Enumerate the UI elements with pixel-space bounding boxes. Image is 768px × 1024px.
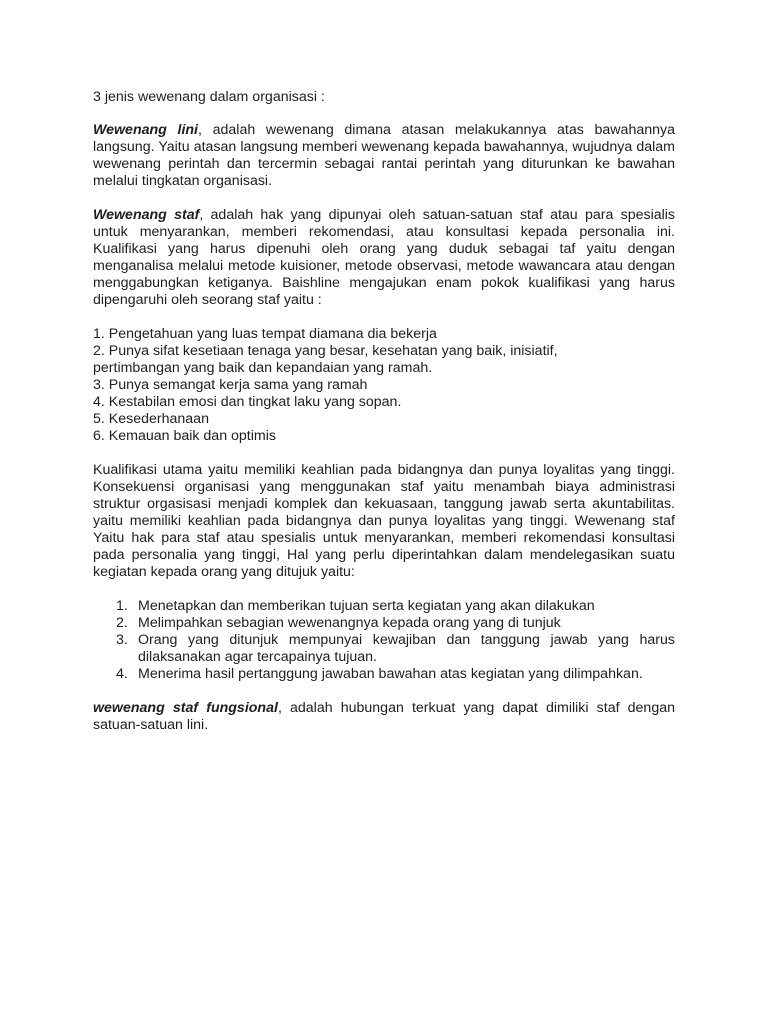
wewenang-staf-paragraph <box>93 207 675 309</box>
delegation-item-number: 2. <box>116 615 128 631</box>
delegation-item <box>93 615 675 632</box>
delegation-item-text: Melimpahkan sebagian wewenangnya kepada orang yang di tunjuk <box>138 615 561 631</box>
wewenang-staf-term: Wewenang staf <box>93 207 200 223</box>
delegation-item <box>93 598 675 615</box>
document-title: 3 jenis wewenang dalam organisasi : <box>93 89 325 105</box>
wewenang-lini-term: Wewenang lini <box>93 122 199 138</box>
delegation-item-text: Menetapkan dan memberikan tujuan serta kegiatan yang akan dilakukan <box>138 598 595 614</box>
delegation-item <box>93 632 675 666</box>
delegation-item-text: Menerima hasil pertanggung jawaban bawahan atas kegiatan yang dilimpahkan. <box>138 666 643 682</box>
qualification-item: 5. Kesederhanaan <box>93 411 209 427</box>
main-paragraph: Kualifikasi utama yaitu memiliki keahlian pada bidangnya dan punya loyalitas yang tinggi. Konsekuensi organisasi yang menggunakan staf yaitu menambah biaya administrasi struktur orgasisasi menjadi komplek dan kekuasaan, tanggung jawab serta akuntabilitas. yaitu memiliki keahlian pada bidangnya dan punya loyalitas yang tinggi. Wewenang staf Yaitu hak para staf atau spesialis untuk menyarankan, memberi rekomendasi konsultasi pada personalia yang tinggi, Hal yang perlu diperintahkan dalam mendelegasikan suatu kegiatan kepada orang yang ditujuk yaitu: <box>93 462 675 580</box>
wewenang-fungsional-text: , adalah hubungan terkuat yang dapat dimiliki staf dengan satuan-satuan lini. <box>93 700 675 733</box>
delegation-list <box>93 598 675 683</box>
delegation-item-text: Orang yang ditunjuk mempunyai kewajiban dan tanggung jawab yang harus dilaksanakan agar tercapainya tujuan. <box>138 632 675 665</box>
qualification-item: 3. Punya semangat kerja sama yang ramah <box>93 377 368 393</box>
qualification-item: 4. Kestabilan emosi dan tingkat laku yang sopan. <box>93 394 402 410</box>
qualification-item: 6. Kemauan baik dan optimis <box>93 428 276 444</box>
wewenang-fungsional-paragraph <box>93 700 675 734</box>
delegation-item <box>93 666 675 683</box>
delegation-item-number: 1. <box>116 598 128 614</box>
wewenang-lini-text: , adalah wewenang dimana atasan melakukannya atas bawahannya langsung. Yaitu atasan langsung memberi wewenang kepada bawahannya, wujudnya dalam wewenang perintah dan tercermin sebagai rantai perintah yang diturunkan ke bawahan melalui tingkatan organisasi. <box>93 122 675 189</box>
qualification-item: 2. Punya sifat kesetiaan tenaga yang besar, kesehatan yang baik, inisiatif, <box>93 343 558 359</box>
wewenang-staf-text: , adalah hak yang dipunyai oleh satuan-satuan staf atau para spesialis untuk menyarankan, memberi rekomendasi, atau konsultasi kepada personalia ini. Kualifikasi yang harus dipenuhi oleh orang yang duduk sebagai taf yaitu dengan menganalisa melalui metode kuisioner, metode observasi, metode wawancara atau dengan menggabungkan ketiganya. Baishline mengajukan enam pokok kualifikasi yang harus dipengaruhi oleh seorang staf yaitu : <box>93 207 676 308</box>
document-page <box>93 89 675 751</box>
wewenang-lini-paragraph <box>93 122 675 190</box>
delegation-item-number: 3. <box>116 632 128 648</box>
qualification-item: pertimbangan yang baik dan kepandaian yang ramah. <box>93 360 433 376</box>
qualifications-list <box>93 326 675 445</box>
delegation-item-number: 4. <box>116 666 128 682</box>
qualification-item: 1. Pengetahuan yang luas tempat diamana dia bekerja <box>93 326 437 342</box>
wewenang-fungsional-term: wewenang staf fungsional <box>93 700 278 716</box>
